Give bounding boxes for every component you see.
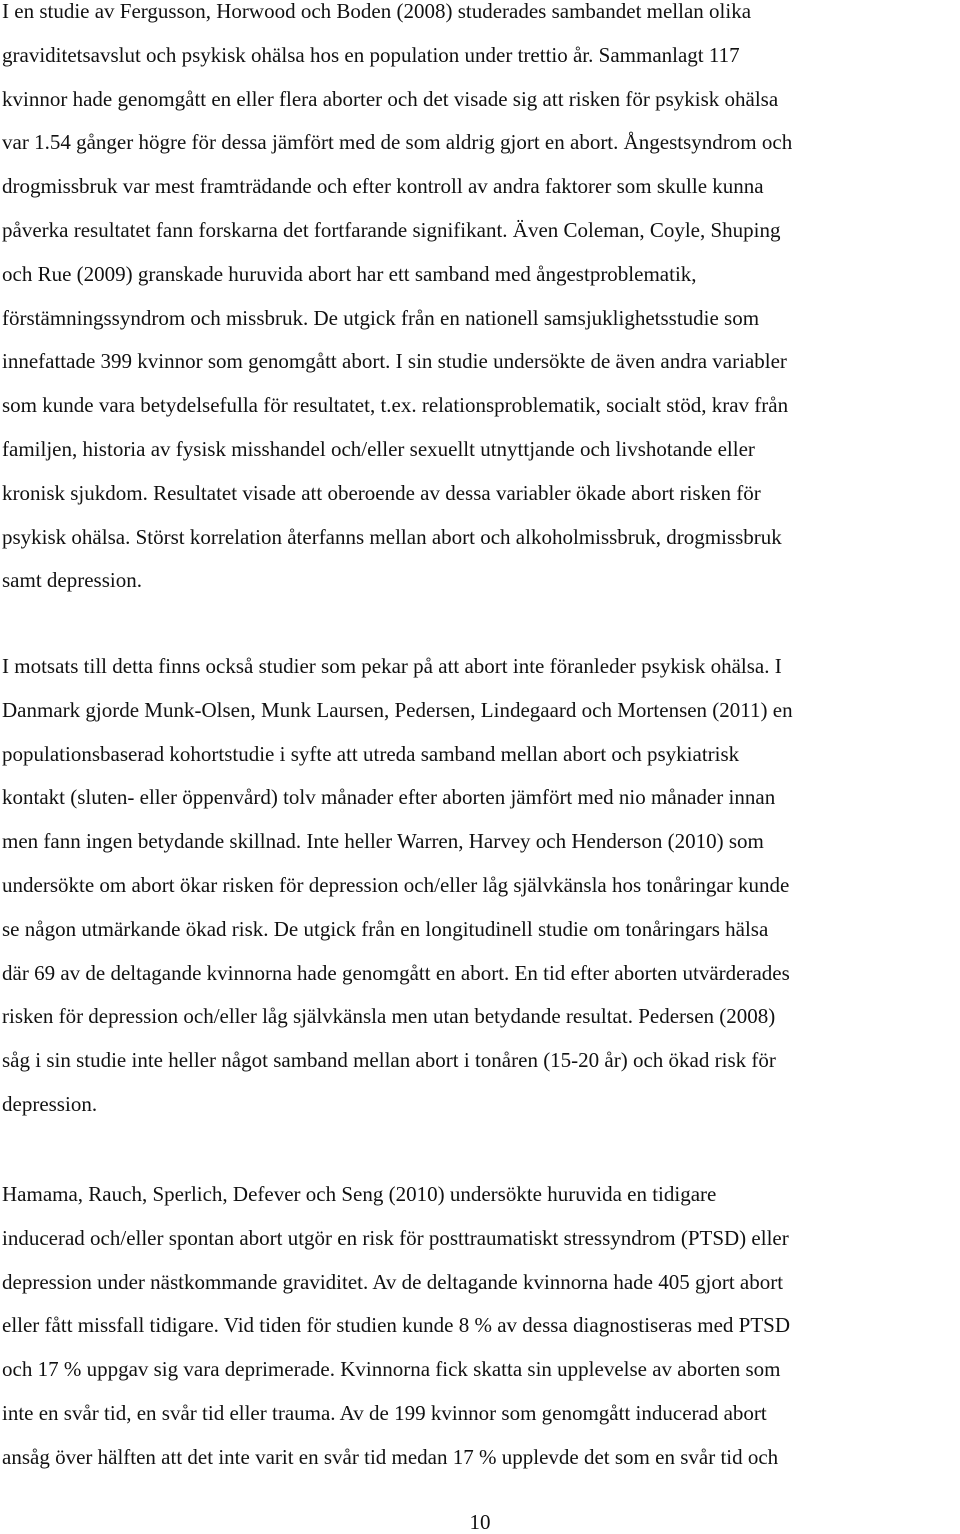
- text-line: kronisk sjukdom. Resultatet visade att oberoende av dessa variabler ökade abort risken för: [2, 480, 761, 505]
- text-line: kvinnor hade genomgått en eller flera aborter och det visade sig att risken för psykisk ohälsa: [2, 86, 779, 111]
- paragraph-2: [2, 645, 958, 1127]
- text-line: ansåg över hälften att det inte varit en svår tid medan 17 % upplevde det som en svår tid och: [2, 1444, 779, 1469]
- text-line: Hamama, Rauch, Sperlich, Defever och Seng (2010) undersökte huruvida en tidigare: [2, 1182, 717, 1206]
- text-line: påverka resultatet fann forskarna det fortfarande signifikant. Även Coleman, Coyle, Shuping: [2, 217, 781, 242]
- text-line: depression.: [2, 1091, 98, 1116]
- text-line: eller fått missfall tidigare. Vid tiden för studien kunde 8 % av dessa diagnostiseras med PTSD: [2, 1313, 791, 1338]
- text-line: se någon utmärkande ökad risk. De utgick från en longitudinell studie om tonåringars hälsa: [2, 916, 769, 941]
- text-line: samt depression.: [2, 568, 142, 593]
- text-line: förstämningssyndrom och missbruk. De utgick från en nationell samsjuklighetsstudie som: [2, 305, 760, 330]
- text-line: inducerad och/eller spontan abort utgör en risk för posttraumatiskt stressyndrom (PTSD) eller: [2, 1225, 789, 1250]
- text-line: inte en svår tid, en svår tid eller trauma. Av de 199 kvinnor som genomgått inducerad abort: [2, 1400, 767, 1425]
- text-line: och Rue (2009) granskade huruvida abort har ett samband med ångestproblematik,: [2, 261, 697, 286]
- text-line: där 69 av de deltagande kvinnorna hade genomgått en abort. En tid efter aborten utvärderades: [2, 960, 790, 985]
- text-line: familjen, historia av fysisk misshandel och/eller sexuellt utnyttjande och livshotande eller: [2, 436, 755, 461]
- text-line: innefattade 399 kvinnor som genomgått abort. I sin studie undersökte de även andra variabler: [2, 349, 787, 374]
- text-line: risken för depression och/eller låg självkänsla men utan betydande resultat. Pedersen (2008): [2, 1004, 776, 1029]
- text-line: I en studie av Fergusson, Horwood och Boden (2008) studerades sambandet mellan olika: [2, 0, 752, 23]
- text-line: I motsats till detta finns också studier som pekar på att abort inte föranleder psykisk ohälsa. I: [2, 654, 782, 678]
- text-line: kontakt (sluten- eller öppenvård) tolv månader efter aborten jämfört med nio månader innan: [2, 785, 776, 810]
- text-line: depression under nästkommande graviditet. Av de deltagande kvinnorna hade 405 gjort abort: [2, 1269, 784, 1294]
- text-line: psykisk ohälsa. Störst korrelation återfanns mellan abort och alkoholmissbruk, drogmissbruk: [2, 524, 782, 549]
- text-line: och 17 % uppgav sig vara deprimerade. Kvinnorna fick skatta sin upplevelse av aborten som: [2, 1357, 781, 1382]
- text-line: som kunde vara betydelsefulla för resultatet, t.ex. relationsproblematik, socialt stöd, krav från: [2, 393, 789, 418]
- paragraph-1: [2, 0, 958, 603]
- text-line: undersökte om abort ökar risken för depression och/eller låg självkänsla hos tonåringar kunde: [2, 872, 790, 897]
- text-line: drogmissbruk var mest framträdande och efter kontroll av andra faktorer som skulle kunna: [2, 174, 764, 199]
- text-line: såg i sin studie inte heller något samband mellan abort i tonåren (15-20 år) och ökad risk för: [2, 1048, 776, 1073]
- text-line: var 1.54 gånger högre för dessa jämfört med de som aldrig gjort en abort. Ångestsyndrom och: [2, 130, 793, 155]
- text-line: graviditetsavslut och psykisk ohälsa hos en population under trettio år. Sammanlagt 117: [2, 42, 740, 67]
- text-line: men fann ingen betydande skillnad. Inte heller Warren, Harvey och Henderson (2010) som: [2, 829, 764, 854]
- paragraph-3: [2, 1173, 958, 1480]
- page-number: 10: [469, 1510, 491, 1534]
- text-line: populationsbaserad kohortstudie i syfte att utreda samband mellan abort och psykiatrisk: [2, 741, 740, 766]
- text-line: Danmark gjorde Munk-Olsen, Munk Laursen, Pedersen, Lindegaard och Mortensen (2011) en: [2, 697, 793, 722]
